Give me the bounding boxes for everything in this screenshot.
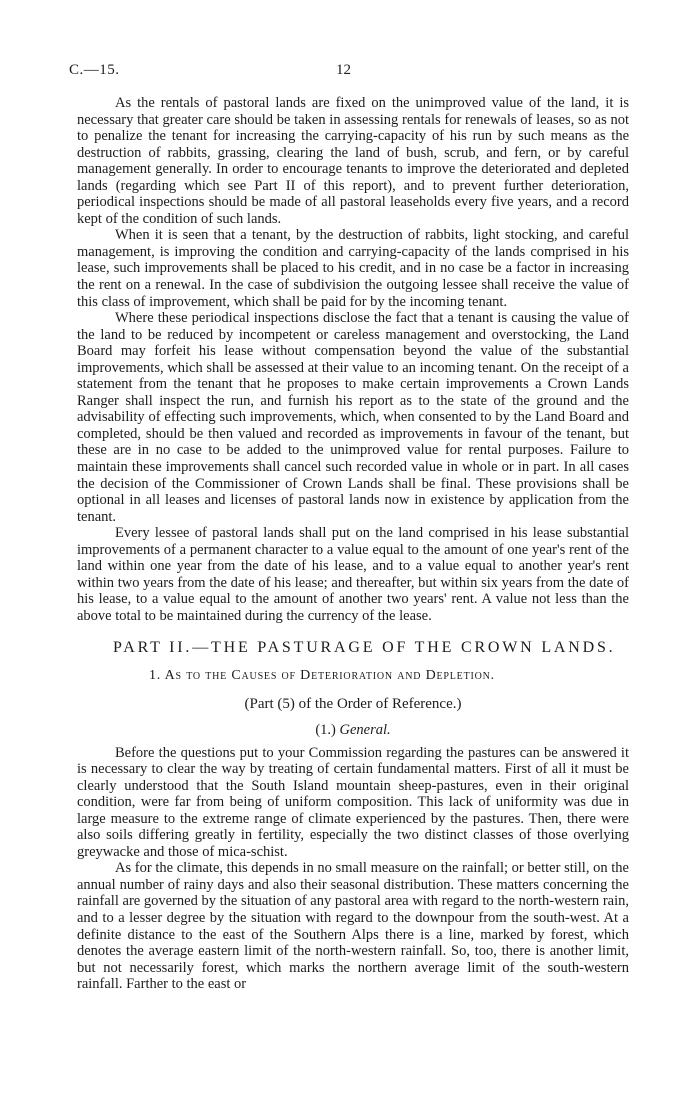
paragraph-pastures: Before the questions put to your Commission regarding the pastures can be answered it is necessary to clear the way by treating of certain fundamental matters. First of all it must be clearly understood that the South Island mountain sheep-pastures, even in their original condition, were far from being of uniform composition. This lack of uniformity was due in large measure to the extreme range of climate experienced by the pastures. Then, there were also soils differing greatly in fertility, especially the two distinct classes of those overlying greywacke and those of mica-schist. <box>77 744 629 860</box>
part-heading: PART II.—THE PASTURAGE OF THE CROWN LANDS. <box>113 638 616 656</box>
paragraph-climate: As for the climate, this depends in no small measure on the rainfall; or better still, on the annual number of rainy days and also their seasonal distribution. These matters concerning the rainfall are governed by the situation of any pastoral area with regard to the north-western rain, and to a lesser degree by the situation with regard to the downpour from the south-west. At a definite distance to the east of the Southern Alps there is a line, marked by forest, which denotes the average eastern limit of the north-western rainfall. So, too, there is another limit, but not necessarily forest, which marks the northern average limit of the south-western rainfall. Farther to the east or <box>77 860 629 993</box>
document-reference: C.—15. <box>69 62 120 78</box>
section-title-text: General. <box>339 721 391 738</box>
order-reference: (Part (5) of the Order of Reference.) <box>244 695 462 712</box>
paragraph-rentals: As the rentals of pastoral lands are fixed on the unimproved value of the land, it is necessary that greater care should be taken in assessing rentals for renewals of leases, so as not to penalize the tenant for increasing the carrying-capacity of his run by such means as the destruction of rabbits, grassing, clearing the land of bush, scrub, and fern, or by careful management generally. In order to encourage tenants to improve the deteriorated and depleted lands (regarding which see Part II of this report), and to prevent further deterioration, periodical inspections should be made of all pastoral leaseholds every five years, and a record kept of the condition of such lands. <box>77 95 629 227</box>
page-number: 12 <box>336 62 351 78</box>
section-number: (1.) <box>315 721 336 738</box>
page-header <box>69 62 631 82</box>
paragraph-improvements: When it is seen that a tenant, by the destruction of rabbits, light stocking, and careful management, is improving the condition and carrying-capacity of the lands comprised in his lease, such improvements shall be placed to his credit, and in no case be a factor in increasing the rent on a renewal. In the case of subdivision the outgoing lessee shall receive the value of this class of improvement, which shall be paid for by the incoming tenant. <box>77 227 629 310</box>
paragraph-inspections: Where these periodical inspections disclose the fact that a tenant is causing the value of the land to be reduced by incompetent or careless management and overstocking, the Land Board may forfeit his lease without compensation beyond the value of the substantial improvements, which shall be assessed at their value to an incoming tenant. On the receipt of a statement from the tenant that he proposes to make certain improvements a Crown Lands Ranger shall inspect the run, and furnish his report as to the state of the ground and the advisability of effecting such improvements, which, when consented to by the Land Board and completed, should be then valued and recorded as improvements in favour of the tenant, but these are in no case to be added to the unimproved value for rental purposes. Failure to maintain these improvements shall cancel such recorded value in whole or in part. In all cases the decision of the Commissioner of Crown Lands shall be final. These provisions shall be optional in all leases and licenses of pastoral lands now in existence by application from the tenant. <box>77 310 629 525</box>
page-body <box>77 95 629 993</box>
sub-heading: 1. As to the Causes of Deterioration and Depletion. <box>149 667 495 683</box>
paragraph-lessee-obligations: Every lessee of pastoral lands shall put on the land comprised in his lease substantial improvements of a permanent character to a value equal to the amount of one year's rent of the land within one year from the date of his lease, and to a value equal to another year's rent within two years from the date of his lease; and thereafter, but within six years from the date of his lease, to a value equal to the amount of another two years' rent. A value not less than the above total to be maintained during the currency of the lease. <box>77 525 629 624</box>
section-title <box>77 721 629 739</box>
